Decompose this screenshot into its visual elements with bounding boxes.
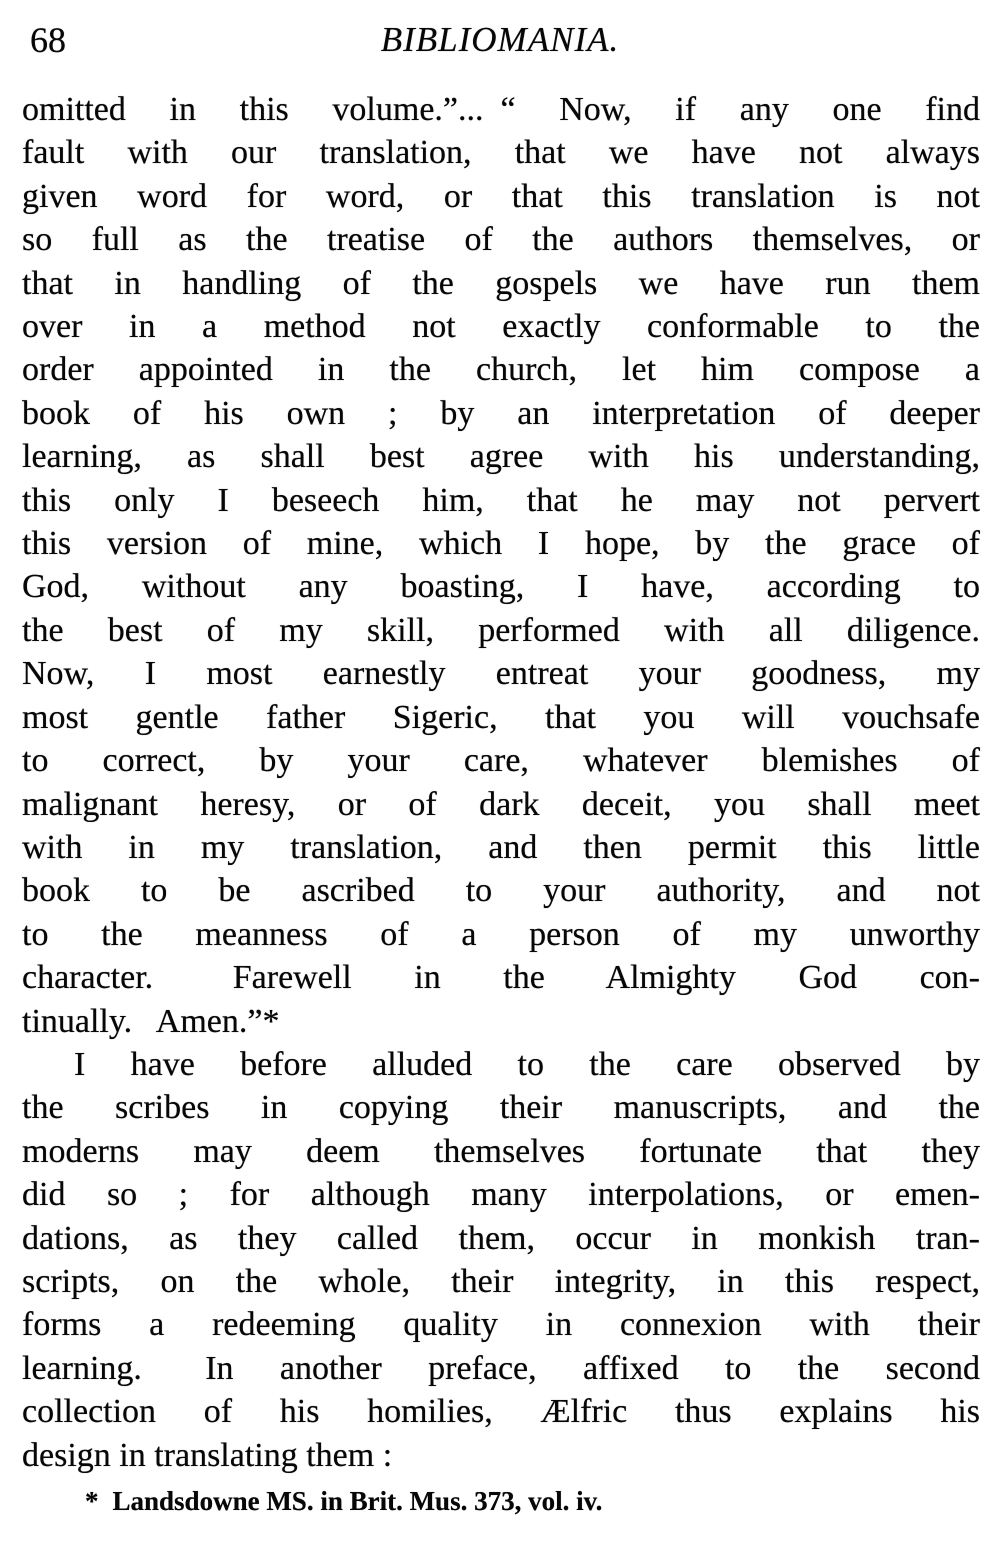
text-line: Now, I most earnestly entreat your goodness, my [22, 655, 980, 693]
text-line: moderns may deem themselves fortunate that they [22, 1132, 980, 1170]
text-line: so full as the treatise of the authors themselves, or [22, 221, 980, 259]
text-line: malignant heresy, or of dark deceit, you shall meet [22, 785, 980, 823]
text-line: fault with our translation, that we have not always [22, 134, 980, 172]
text-line: omitted in this volume.”... “ Now, if any one find [22, 91, 980, 128]
text-line: tinually. Amen.”* [22, 1002, 280, 1040]
text-line: I have before alluded to the care observed by [74, 1045, 980, 1083]
text-line: with in my translation, and then permit this little [22, 828, 980, 866]
text-line: order appointed in the church, let him compose a [22, 351, 980, 389]
text-line: learning, as shall best agree with his understanding, [22, 438, 980, 476]
text-line: the best of my skill, performed with all diligence. [22, 611, 980, 649]
text-line: design in translating them : [22, 1436, 393, 1474]
text-line: God, without any boasting, I have, according to [22, 568, 980, 606]
footnote-text: Landsdowne MS. in Brit. Mus. 373, vol. iv. [112, 1486, 603, 1516]
paragraph [22, 88, 980, 1043]
running-header [0, 18, 1000, 62]
running-title: BIBLIOMANIA. [380, 20, 620, 59]
text-line: this version of mine, which I hope, by the grace of [22, 525, 980, 563]
text-line: the scribes in copying their manuscripts, and the [22, 1089, 980, 1127]
text-line: book to be ascribed to your authority, and not [22, 872, 980, 910]
body-text [22, 88, 980, 1477]
footnote [85, 1484, 960, 1518]
text-line: learning. In another preface, affixed to the second [22, 1349, 980, 1387]
text-line: forms a redeeming quality in connexion with their [22, 1306, 980, 1344]
text-line: scripts, on the whole, their integrity, in this respect, [22, 1262, 980, 1300]
text-line: that in handling of the gospels we have run them [22, 264, 980, 302]
text-line: did so ; for although many interpolations, or emen- [22, 1176, 980, 1214]
text-line: book of his own ; by an interpretation of deeper [22, 394, 980, 432]
footnote-asterisk: * [85, 1486, 99, 1516]
text-line: dations, as they called them, occur in monkish tran- [22, 1219, 980, 1257]
text-line: character. Farewell in the Almighty God con- [22, 959, 980, 997]
paragraph [22, 1043, 980, 1477]
text-line: most gentle father Sigeric, that you will vouchsafe [22, 698, 980, 736]
text-line: given word for word, or that this translation is not [22, 177, 980, 215]
text-line: to correct, by your care, whatever blemishes of [22, 742, 980, 780]
text-line: to the meanness of a person of my unworthy [22, 915, 980, 953]
text-line: over in a method not exactly conformable to the [22, 308, 980, 346]
text-line: collection of his homilies, Ælfric thus explains his [22, 1393, 980, 1431]
text-line: this only I beseech him, that he may not pervert [22, 481, 980, 519]
page-number: 68 [30, 20, 66, 60]
